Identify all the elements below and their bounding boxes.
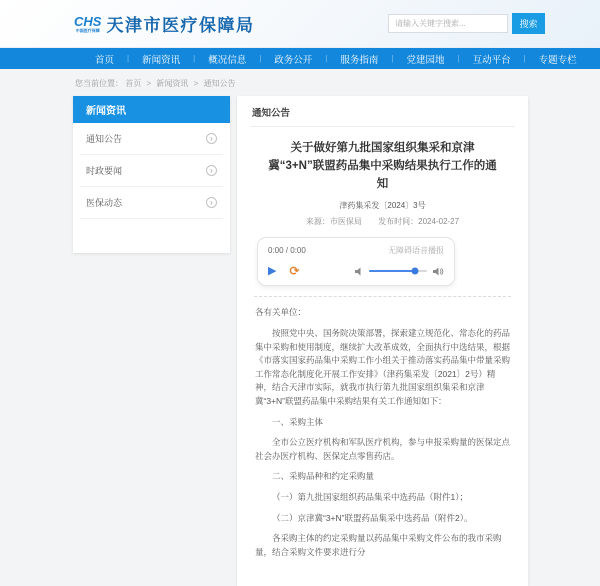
chevron-right-icon: › <box>206 197 217 208</box>
document-number: 津药集采发〔2024〕3号 <box>339 201 426 211</box>
nav-separator: | <box>127 54 130 63</box>
article-paragraph: 各采购主体的约定采购量以药品集中采购文件公布的我市采购量，结合采购文件要求进行分 <box>255 533 502 557</box>
sidebar-title: 新闻资讯 <box>73 96 230 123</box>
article-body <box>250 306 515 559</box>
nav-separator: | <box>523 54 526 63</box>
nav-item-special-topics[interactable]: 专题专栏 <box>538 54 577 66</box>
volume-high-icon[interactable] <box>433 267 444 276</box>
nav-item-services[interactable]: 服务指南 <box>340 54 379 66</box>
chs-logo-icon <box>74 15 101 33</box>
sidebar-item-politics-news[interactable] <box>80 155 223 187</box>
nav-item-overview[interactable]: 概况信息 <box>208 54 247 66</box>
chs-logo-subtext: 中国医疗保障 <box>75 27 100 33</box>
volume-controls <box>355 267 444 276</box>
sidebar-item-label: 通知公告 <box>86 134 123 144</box>
nav-item-gov-affairs[interactable]: 政务公开 <box>274 54 313 66</box>
chevron-right-icon: › <box>206 165 217 176</box>
player-caption: 无障碍语音播报 <box>388 246 444 256</box>
breadcrumb-notices[interactable]: 通知公告 <box>203 79 236 88</box>
breadcrumb <box>75 78 600 89</box>
content-area <box>73 96 528 586</box>
sidebar-item-medical-insurance-news[interactable] <box>80 187 223 219</box>
article-section-heading: 二、采购品种和约定采购量 <box>272 471 375 482</box>
nav-separator: | <box>193 54 196 63</box>
volume-slider-fill <box>369 270 415 272</box>
audio-player <box>257 237 455 286</box>
breadcrumb-home[interactable]: 首页 <box>125 79 142 88</box>
search-bar <box>388 13 545 34</box>
nav-item-interaction[interactable]: 互动平台 <box>472 54 511 66</box>
player-time: 0:00 / 0:00 <box>268 246 306 256</box>
chs-logo-text: CHS <box>74 13 102 29</box>
volume-slider[interactable] <box>369 270 427 272</box>
breadcrumb-separator: > <box>193 79 199 88</box>
site-header <box>0 0 600 48</box>
volume-slider-knob[interactable] <box>412 268 419 275</box>
article-section-heading: 一、采购主体 <box>272 416 324 427</box>
sidebar-item-label: 时政要闻 <box>86 166 123 176</box>
breadcrumb-prefix: 您当前位置： <box>75 79 123 88</box>
sidebar-item-label: 医保动态 <box>86 198 123 208</box>
nav-separator: | <box>457 54 460 63</box>
nav-item-news[interactable]: 新闻资讯 <box>142 54 181 66</box>
nav-separator: | <box>325 54 328 63</box>
article-publish-time: 发布时间：2024-02-27 <box>378 217 460 227</box>
article-paragraph: 各有关单位： <box>255 307 307 318</box>
audio-player-header <box>268 245 444 256</box>
replay-icon[interactable]: ⟳ <box>289 264 300 279</box>
article-paragraph: 按照党中央、国务院决策部署，探索建立规范化、常态化的药品集中采购和使用制度，继续扩大改革成效，全面执行中选结果，根据《市落实国家药品集中采购工作小组关于推动落实药品集中带量采购工作常态化制度化开展工作安排》（津药集采发〔2021〕2号）精神，结合天津市实际，就我市执行第九批国家组织集采和京津冀“3+N”联盟药品集中采购结果有关工作通知如下： <box>255 328 511 406</box>
site-logo[interactable] <box>74 11 254 36</box>
chevron-right-icon: › <box>206 133 217 144</box>
main-content <box>237 96 528 586</box>
search-input[interactable] <box>388 14 508 33</box>
article-paragraph: （二）京津冀“3+N”联盟药品集采中选药品（附件2）。 <box>272 512 473 523</box>
play-icon[interactable]: ▶ <box>268 264 277 277</box>
nav-item-party[interactable]: 党建园地 <box>406 54 445 66</box>
nav-separator: | <box>259 54 262 63</box>
main-nav <box>0 48 600 69</box>
nav-item-home[interactable]: 首页 <box>95 54 115 66</box>
article-meta <box>250 216 515 227</box>
nav-separator: | <box>391 54 394 63</box>
site-title: 天津市医疗保障局 <box>106 16 255 35</box>
sidebar-item-notices[interactable] <box>80 123 223 155</box>
article-paragraph: （一）第九批国家组织药品集采中选药品（附件1）； <box>272 491 468 502</box>
divider <box>254 296 511 297</box>
volume-low-icon[interactable] <box>355 267 363 276</box>
article-paragraph: 全市公立医疗机构和军队医疗机构，参与申报采购量的医保定点社会办医疗机构、医保定点零售药店。 <box>255 437 511 461</box>
audio-player-controls <box>268 265 444 277</box>
article-source: 来源：市医保局 <box>305 217 362 227</box>
breadcrumb-news[interactable]: 新闻资讯 <box>156 79 189 88</box>
article-title: 关于做好第九批国家组织集采和京津冀“3+N”联盟药品集中采购结果执行工作的通知 <box>268 142 497 190</box>
search-button[interactable]: 搜索 <box>512 13 545 34</box>
breadcrumb-separator: > <box>146 79 152 88</box>
section-title: 通知公告 <box>250 105 515 127</box>
sidebar <box>73 96 230 253</box>
